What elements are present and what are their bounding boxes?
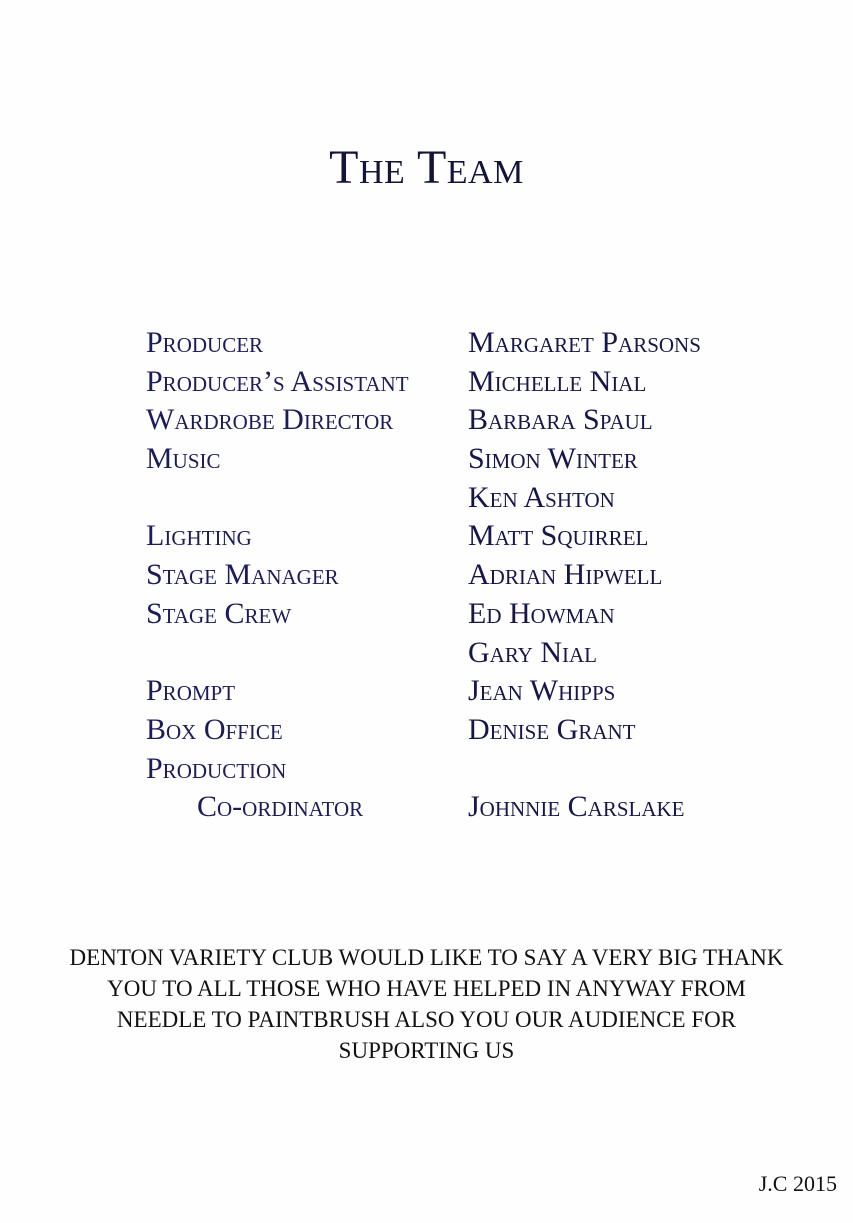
thank-you-line: SUPPORTING US bbox=[338, 1038, 515, 1063]
name-barbara-spaul: Barbara Spaul bbox=[468, 403, 653, 437]
name-denise-grant: Denise Grant bbox=[468, 712, 636, 746]
roles-column bbox=[146, 324, 409, 827]
thank-you-line: YOU TO ALL THOSE WHO HAVE HELPED IN ANYWAY FROM bbox=[107, 976, 746, 1001]
name-margaret-parsons: Margaret Parsons bbox=[468, 326, 701, 359]
name-matt-squirrel: Matt Squirrel bbox=[468, 519, 649, 553]
thank-you-line: DENTON VARIETY CLUB WOULD LIKE TO SAY A VERY BIG THANK bbox=[69, 945, 784, 970]
role-wardrobe-director: Wardrobe Director bbox=[146, 403, 394, 437]
thank-you-message bbox=[20, 942, 833, 1066]
name-johnnie-carslake: Johnnie Carslake bbox=[468, 790, 685, 824]
name-ed-howman: Ed Howman bbox=[468, 596, 615, 630]
role-lighting: Lighting bbox=[146, 519, 252, 553]
role-producers-assistant: Producer’s Assistant bbox=[146, 364, 409, 398]
role-stage-crew: Stage Crew bbox=[146, 596, 292, 630]
name-michelle-nial: Michelle Nial bbox=[468, 364, 647, 398]
name-gary-nial: Gary Nial bbox=[468, 635, 597, 669]
thank-you-line: NEEDLE TO PAINTBRUSH ALSO YOU OUR AUDIENCE FOR bbox=[116, 1007, 737, 1032]
role-prompt: Prompt bbox=[146, 674, 236, 708]
role-music: Music bbox=[146, 442, 221, 476]
name-spacer bbox=[468, 750, 701, 789]
names-column bbox=[468, 324, 701, 827]
role-production: Production bbox=[146, 751, 287, 785]
role-stage-manager: Stage Manager bbox=[146, 558, 339, 592]
role-box-office: Box Office bbox=[146, 712, 283, 746]
role-spacer bbox=[146, 479, 409, 518]
name-adrian-hipwell: Adrian Hipwell bbox=[468, 558, 663, 592]
role-spacer bbox=[146, 634, 409, 673]
name-ken-ashton: Ken Ashton bbox=[468, 480, 615, 514]
name-simon-winter: Simon Winter bbox=[468, 442, 638, 476]
author-credit: J.C 2015 bbox=[758, 1171, 837, 1196]
name-jean-whipps: Jean Whipps bbox=[468, 674, 616, 708]
page-title: The Team bbox=[329, 141, 524, 194]
role-producer: Producer bbox=[146, 326, 264, 359]
role-coordinator: Co-ordinator bbox=[197, 790, 364, 824]
